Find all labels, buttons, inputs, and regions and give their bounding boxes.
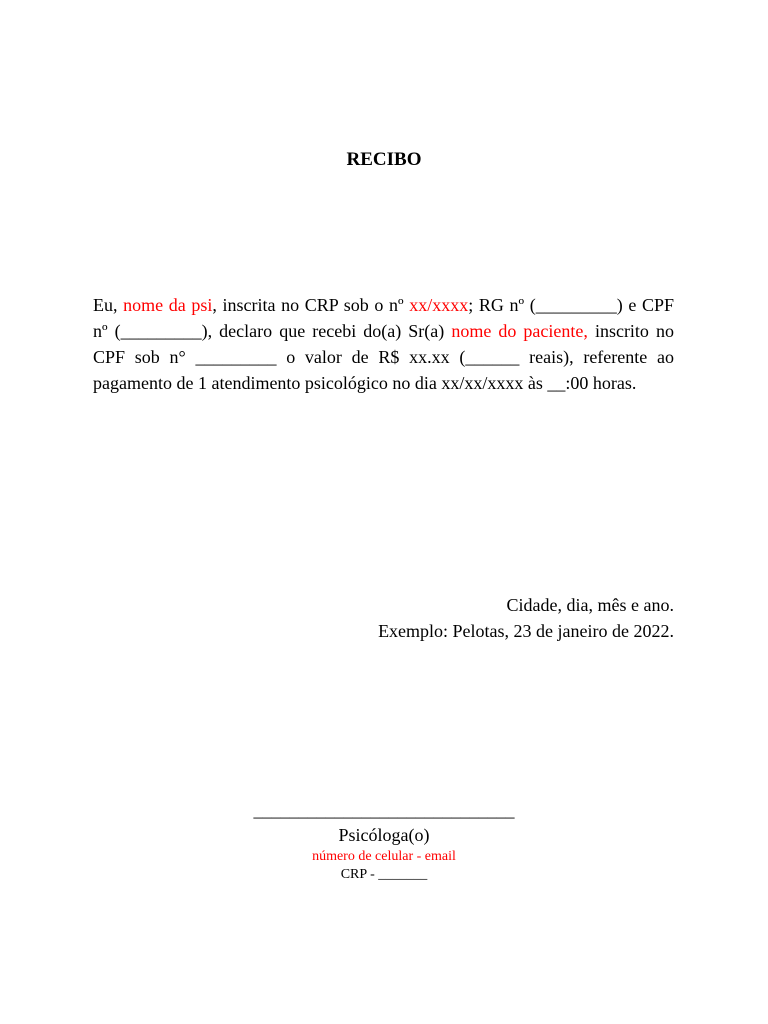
- date-example: Exemplo: Pelotas, 23 de janeiro de 2022.: [378, 621, 674, 641]
- paragraph-text-2: , inscrita no CRP sob o nº: [212, 295, 410, 315]
- signature-contact: número de celular - email: [312, 849, 456, 864]
- paragraph-text-3: ; RG nº (_________) e CPF nº (_________), declaro que recebi do(a) Sr(a): [93, 295, 674, 341]
- crp-number-placeholder: xx/xxxx: [409, 295, 469, 315]
- date-block: [93, 592, 674, 644]
- signature-block: [0, 800, 768, 884]
- date-template: Cidade, dia, mês e ano.: [506, 595, 674, 615]
- paragraph-text-4: inscrito no CPF sob n° _________ o valor de R$ xx.xx (______ reais), referente ao pagamento de 1 atendimento psicológico no dia xx/xx/xxxx às __:00 horas.: [93, 321, 674, 393]
- signature-crp: CRP - _______: [340, 867, 428, 882]
- signature-role: Psicóloga(o): [338, 825, 430, 845]
- paragraph-text-1: Eu,: [93, 295, 124, 315]
- receipt-paragraph: [93, 292, 674, 396]
- document-title: RECIBO: [346, 149, 422, 170]
- psychologist-name-placeholder: nome da psi: [123, 295, 213, 315]
- signature-line: _____________________________: [253, 800, 515, 820]
- patient-name-placeholder: nome do paciente,: [451, 321, 588, 341]
